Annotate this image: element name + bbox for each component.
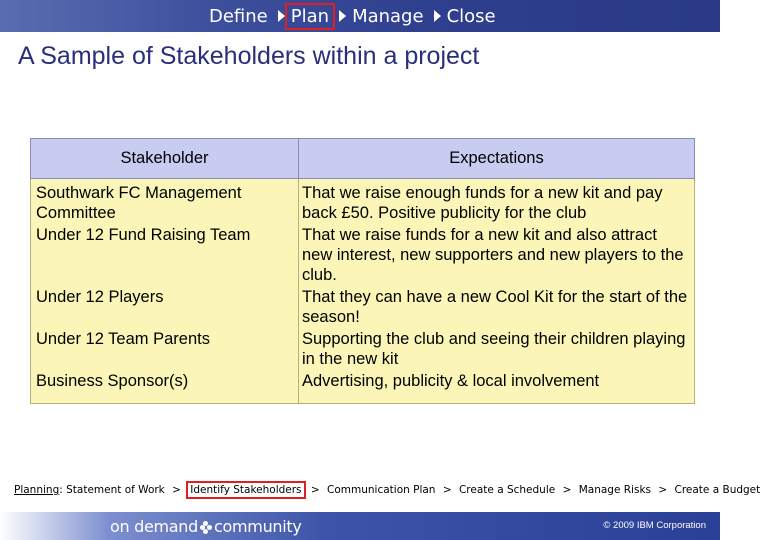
breadcrumb-item-communication-plan[interactable]: Communication Plan <box>327 484 436 496</box>
on-demand-community-logo <box>110 517 302 536</box>
stakeholder-cell: Southwark FC Management Committee <box>31 179 299 224</box>
expectation-cell: That they can have a new Cool Kit for the start of the season! <box>299 285 695 327</box>
breadcrumb-separator: > <box>658 484 668 496</box>
copyright-text: © 2009 IBM Corporation <box>603 520 706 531</box>
nav-step-define[interactable]: Define <box>209 5 268 27</box>
top-nav-bar <box>0 0 720 32</box>
breadcrumb-separator: > <box>442 484 452 496</box>
expectation-cell: Supporting the club and seeing their children playing in the new kit <box>299 327 695 369</box>
stakeholder-table <box>30 138 695 404</box>
arrow-right-icon <box>339 10 346 22</box>
breadcrumb-separator: > <box>172 484 181 496</box>
expectation-cell: That we raise funds for a new kit and also attract new interest, new supporters and new players to the club. <box>299 223 695 285</box>
breadcrumb-separator: > <box>562 484 572 496</box>
stakeholder-cell: Under 12 Players <box>31 285 299 327</box>
nav-step-plan[interactable]: Plan <box>287 5 333 28</box>
planning-breadcrumb: Planning: Statement of Work > Identify Stakeholders > Communication Plan > Create a Schedule > Manage Risks > Create a Budget <box>14 484 760 496</box>
stakeholder-cell: Under 12 Team Parents <box>31 327 299 369</box>
dots-logo-icon <box>200 521 212 533</box>
column-header-stakeholder: Stakeholder <box>31 139 299 179</box>
breadcrumb-item-create-budget[interactable]: Create a Budget <box>674 484 760 496</box>
column-header-expectations: Expectations <box>299 139 695 179</box>
table-row <box>31 285 695 327</box>
breadcrumb-item-identify-stakeholders[interactable]: Identify Stakeholders <box>190 484 302 496</box>
table-header-row <box>31 139 695 179</box>
stakeholder-cell: Business Sponsor(s) <box>31 369 299 404</box>
brand-text-left: on demand <box>110 517 199 536</box>
breadcrumb-lead[interactable]: Planning <box>14 484 60 496</box>
phase-nav <box>205 3 500 29</box>
slide-title: A Sample of Stakeholders within a project <box>18 42 480 70</box>
breadcrumb-item-manage-risks[interactable]: Manage Risks <box>578 484 651 496</box>
expectation-cell: Advertising, publicity & local involvement <box>299 369 695 404</box>
brand-text-right: community <box>214 517 302 536</box>
nav-step-close[interactable]: Close <box>446 5 496 27</box>
table-row <box>31 369 695 404</box>
arrow-right-icon <box>278 10 285 22</box>
breadcrumb-item-create-schedule[interactable]: Create a Schedule <box>458 484 556 496</box>
stakeholder-cell: Under 12 Fund Raising Team <box>31 223 299 285</box>
table-row <box>31 179 695 224</box>
expectation-cell: That we raise enough funds for a new kit and pay back £50. Positive publicity for the club <box>299 179 695 224</box>
nav-step-manage[interactable]: Manage <box>352 5 424 27</box>
footer-bar <box>0 512 720 540</box>
table-row <box>31 327 695 369</box>
arrow-right-icon <box>434 10 441 22</box>
table-row <box>31 223 695 285</box>
breadcrumb-item-statement-of-work[interactable]: Statement of Work <box>66 484 165 496</box>
breadcrumb-separator: > <box>310 484 320 496</box>
